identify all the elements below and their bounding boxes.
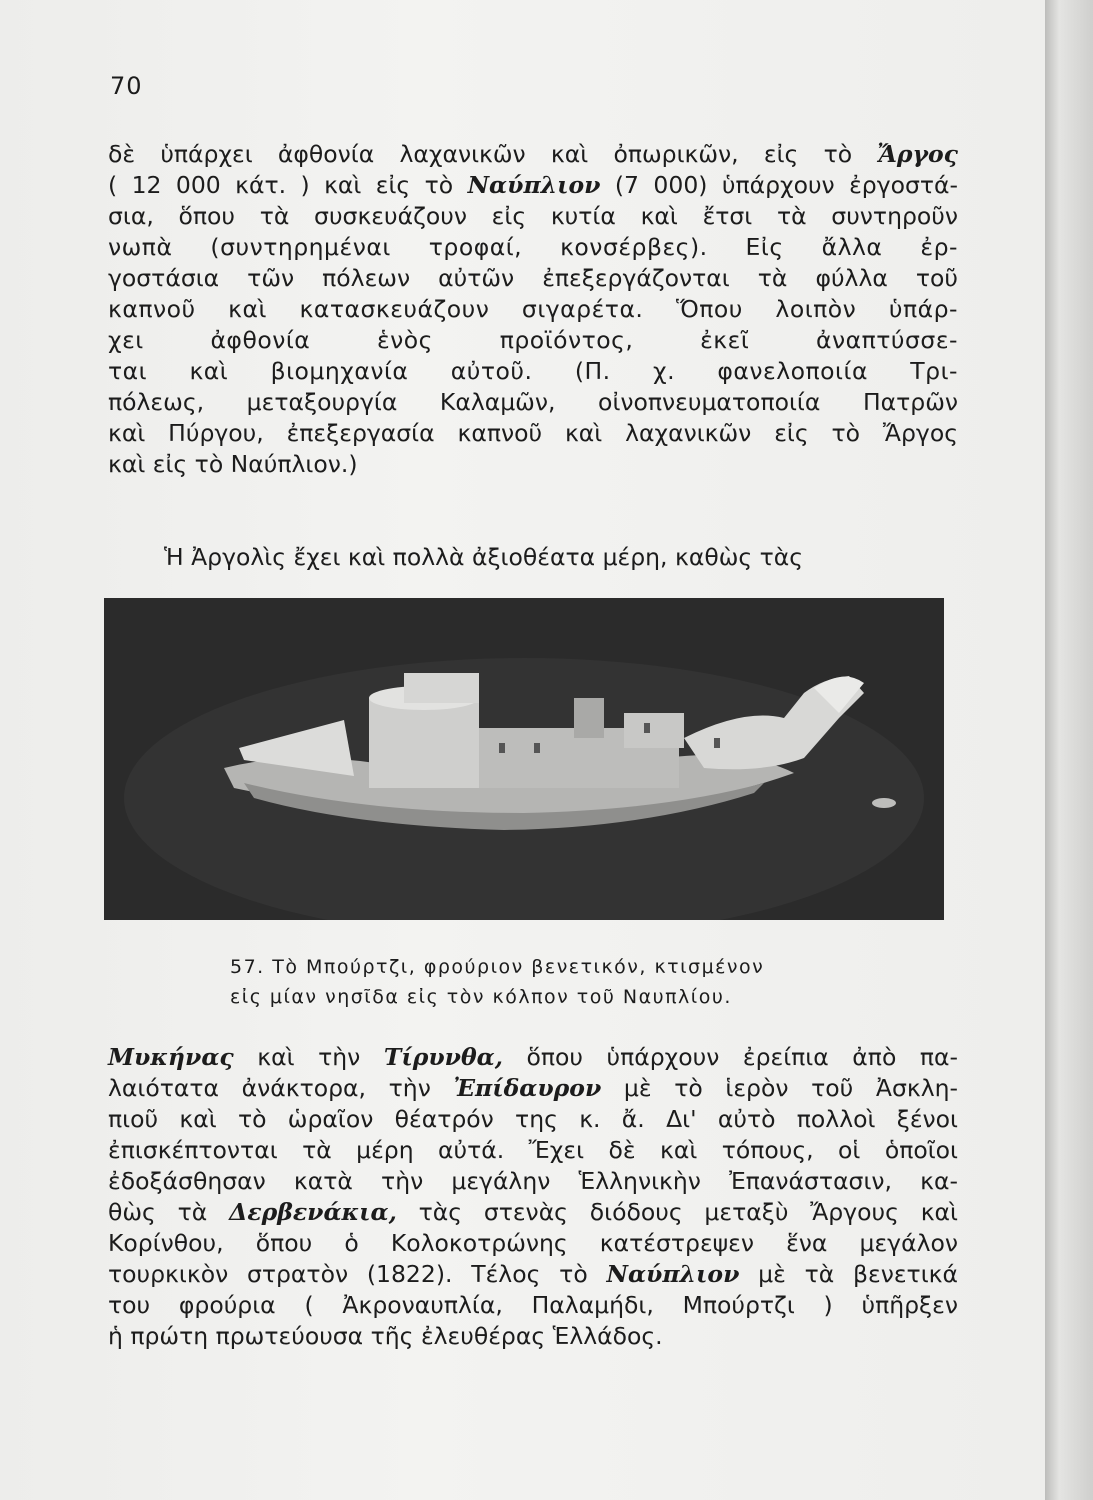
paragraph-line: [108, 418, 958, 449]
photo-bourtzi-fortress: [104, 598, 944, 920]
text-run: θὼς τὰ: [108, 1198, 230, 1226]
text-run: λαιότατα ἀνάκτορα, τὴν: [108, 1074, 454, 1102]
text-run: καὶ τὴν: [233, 1043, 384, 1071]
place-name: Τίρυνθα,: [383, 1043, 503, 1071]
text-run: ἐδοξάσθησαν κατὰ τὴν μεγάλην Ἑλληνικὴν Ἐπανάστασιν, κα-: [108, 1167, 958, 1195]
text-run: Κορίνθου, ὅπου ὁ Κολοκοτρώνης κατέστρεψεν ἕνα μεγάλον: [108, 1229, 958, 1257]
caption-line-2: εἰς μίαν νησῖδα εἰς τὸν κόλπον τοῦ Ναυπλίου.: [230, 986, 732, 1008]
text-run: νωπὰ (συντηρημέναι τροφαί, κονσέρβες). Εἰς ἄλλα ἐρ-: [108, 233, 958, 261]
paragraph-line: Ἡ Ἀργολὶς ἔχει καὶ πολλὰ ἀξιοθέατα μέρη, καθὼς τὰς: [164, 543, 804, 571]
paragraph-line: [108, 325, 958, 356]
paragraph-line: [108, 263, 958, 294]
paragraph-line: [108, 1073, 958, 1104]
paragraph-line: [108, 1290, 958, 1321]
figure-caption: [230, 952, 870, 1012]
place-name: Ἐπίδαυρον: [453, 1074, 602, 1102]
fortress-photo-drawing: [104, 598, 944, 920]
text-run: ( 12 000 κάτ. ) καὶ εἰς τὸ: [108, 171, 468, 199]
paragraph-line: [108, 1166, 958, 1197]
text-run: τουρκικὸν στρατὸν (1822). Τέλος τὸ: [108, 1260, 607, 1288]
text-run: ἐπισκέπτονται τὰ μέρη αὐτά. Ἔχει δὲ καὶ τόπους, οἱ ὁποῖοι: [108, 1136, 958, 1164]
text-run: πιοῦ καὶ τὸ ὡραῖον θέατρόν της κ. ἄ. Δι' αὐτὸ πολλοὶ ξένοι: [108, 1105, 958, 1133]
place-name: Δερβενάκια,: [229, 1198, 397, 1226]
text-run: χει ἀφθονία ἑνὸς προϊόντος, ἐκεῖ ἀναπτύσσε-: [108, 326, 958, 354]
paragraph-3: [108, 1042, 958, 1352]
text-run: καπνοῦ καὶ κατασκευάζουν σιγαρέτα. Ὅπου λοιπὸν ὑπάρ-: [108, 295, 958, 323]
paragraph-line: [108, 294, 958, 325]
text-run: μὲ τὰ βενετικά: [739, 1260, 958, 1288]
text-run: πόλεως, μεταξουργία Καλαμῶν, οἰνοπνευματοποιία Πατρῶν: [108, 388, 958, 416]
text-run: καὶ Πύργου, ἐπεξεργασία καπνοῦ καὶ λαχανικῶν εἰς τὸ Ἄργος: [108, 419, 958, 447]
text-run: ἡ πρώτη πρωτεύουσα τῆς ἐλευθέρας Ἑλλάδος.: [108, 1322, 663, 1350]
text-run: (7 000) ὑπάρχουν ἐργοστά-: [600, 171, 958, 199]
paragraph-line: [108, 1104, 958, 1135]
caption-line-1: 57. Τὸ Μπούρτζι, φρούριον βενετικόν, κτισμένον: [230, 956, 765, 978]
paragraph-line: [108, 232, 958, 263]
text-run: μὲ τὸ ἱερὸν τοῦ Ἀσκλη-: [601, 1074, 958, 1102]
text-run: τὰς στενὰς διόδους μεταξὺ Ἄργους καὶ: [396, 1198, 958, 1226]
paragraph-line: [108, 387, 958, 418]
paragraph-line: [108, 1259, 958, 1290]
paragraph-1: [108, 139, 958, 480]
paragraph-line: [108, 170, 958, 201]
place-name: Ναύπλιον: [606, 1260, 740, 1288]
page-number: 70: [110, 72, 143, 100]
place-name: Ἄργος: [877, 140, 958, 168]
paragraph-line: [108, 139, 958, 170]
text-run: σια, ὅπου τὰ συσκευάζουν εἰς κυτία καὶ ἔτσι τὰ συντηροῦν: [108, 202, 958, 230]
paragraph-line: [108, 1135, 958, 1166]
place-name: Ναύπλιον: [467, 171, 601, 199]
paragraph-line: [108, 449, 958, 480]
paragraph-line: [108, 1228, 958, 1259]
text-run: γοστάσια τῶν πόλεων αὐτῶν ἐπεξεργάζονται τὰ φύλλα τοῦ: [108, 264, 958, 292]
text-run: δὲ ὑπάρχει ἀφθονία λαχανικῶν καὶ ὀπωρικῶν, εἰς τὸ: [108, 140, 878, 168]
text-run: ται καὶ βιομηχανία αὐτοῦ. (Π. χ. φανελοποιία Τρι-: [108, 357, 958, 385]
paragraph-2-start: [108, 542, 958, 573]
text-run: του φρούρια ( Ἀκροναυπλία, Παλαμήδι, Μπούρτζι ) ὑπῆρξεν: [108, 1291, 958, 1319]
text-run: καὶ εἰς τὸ Ναύπλιον.): [108, 450, 358, 478]
place-name: Μυκήνας: [108, 1043, 234, 1071]
paragraph-line: [108, 1321, 958, 1352]
page-edge: [1045, 0, 1093, 1500]
text-run: ὅπου ὑπάρχουν ἐρείπια ἀπὸ πα-: [502, 1043, 958, 1071]
paragraph-line: [108, 356, 958, 387]
paragraph-line: [108, 1197, 958, 1228]
paragraph-line: [108, 1042, 958, 1073]
paragraph-line: [108, 201, 958, 232]
